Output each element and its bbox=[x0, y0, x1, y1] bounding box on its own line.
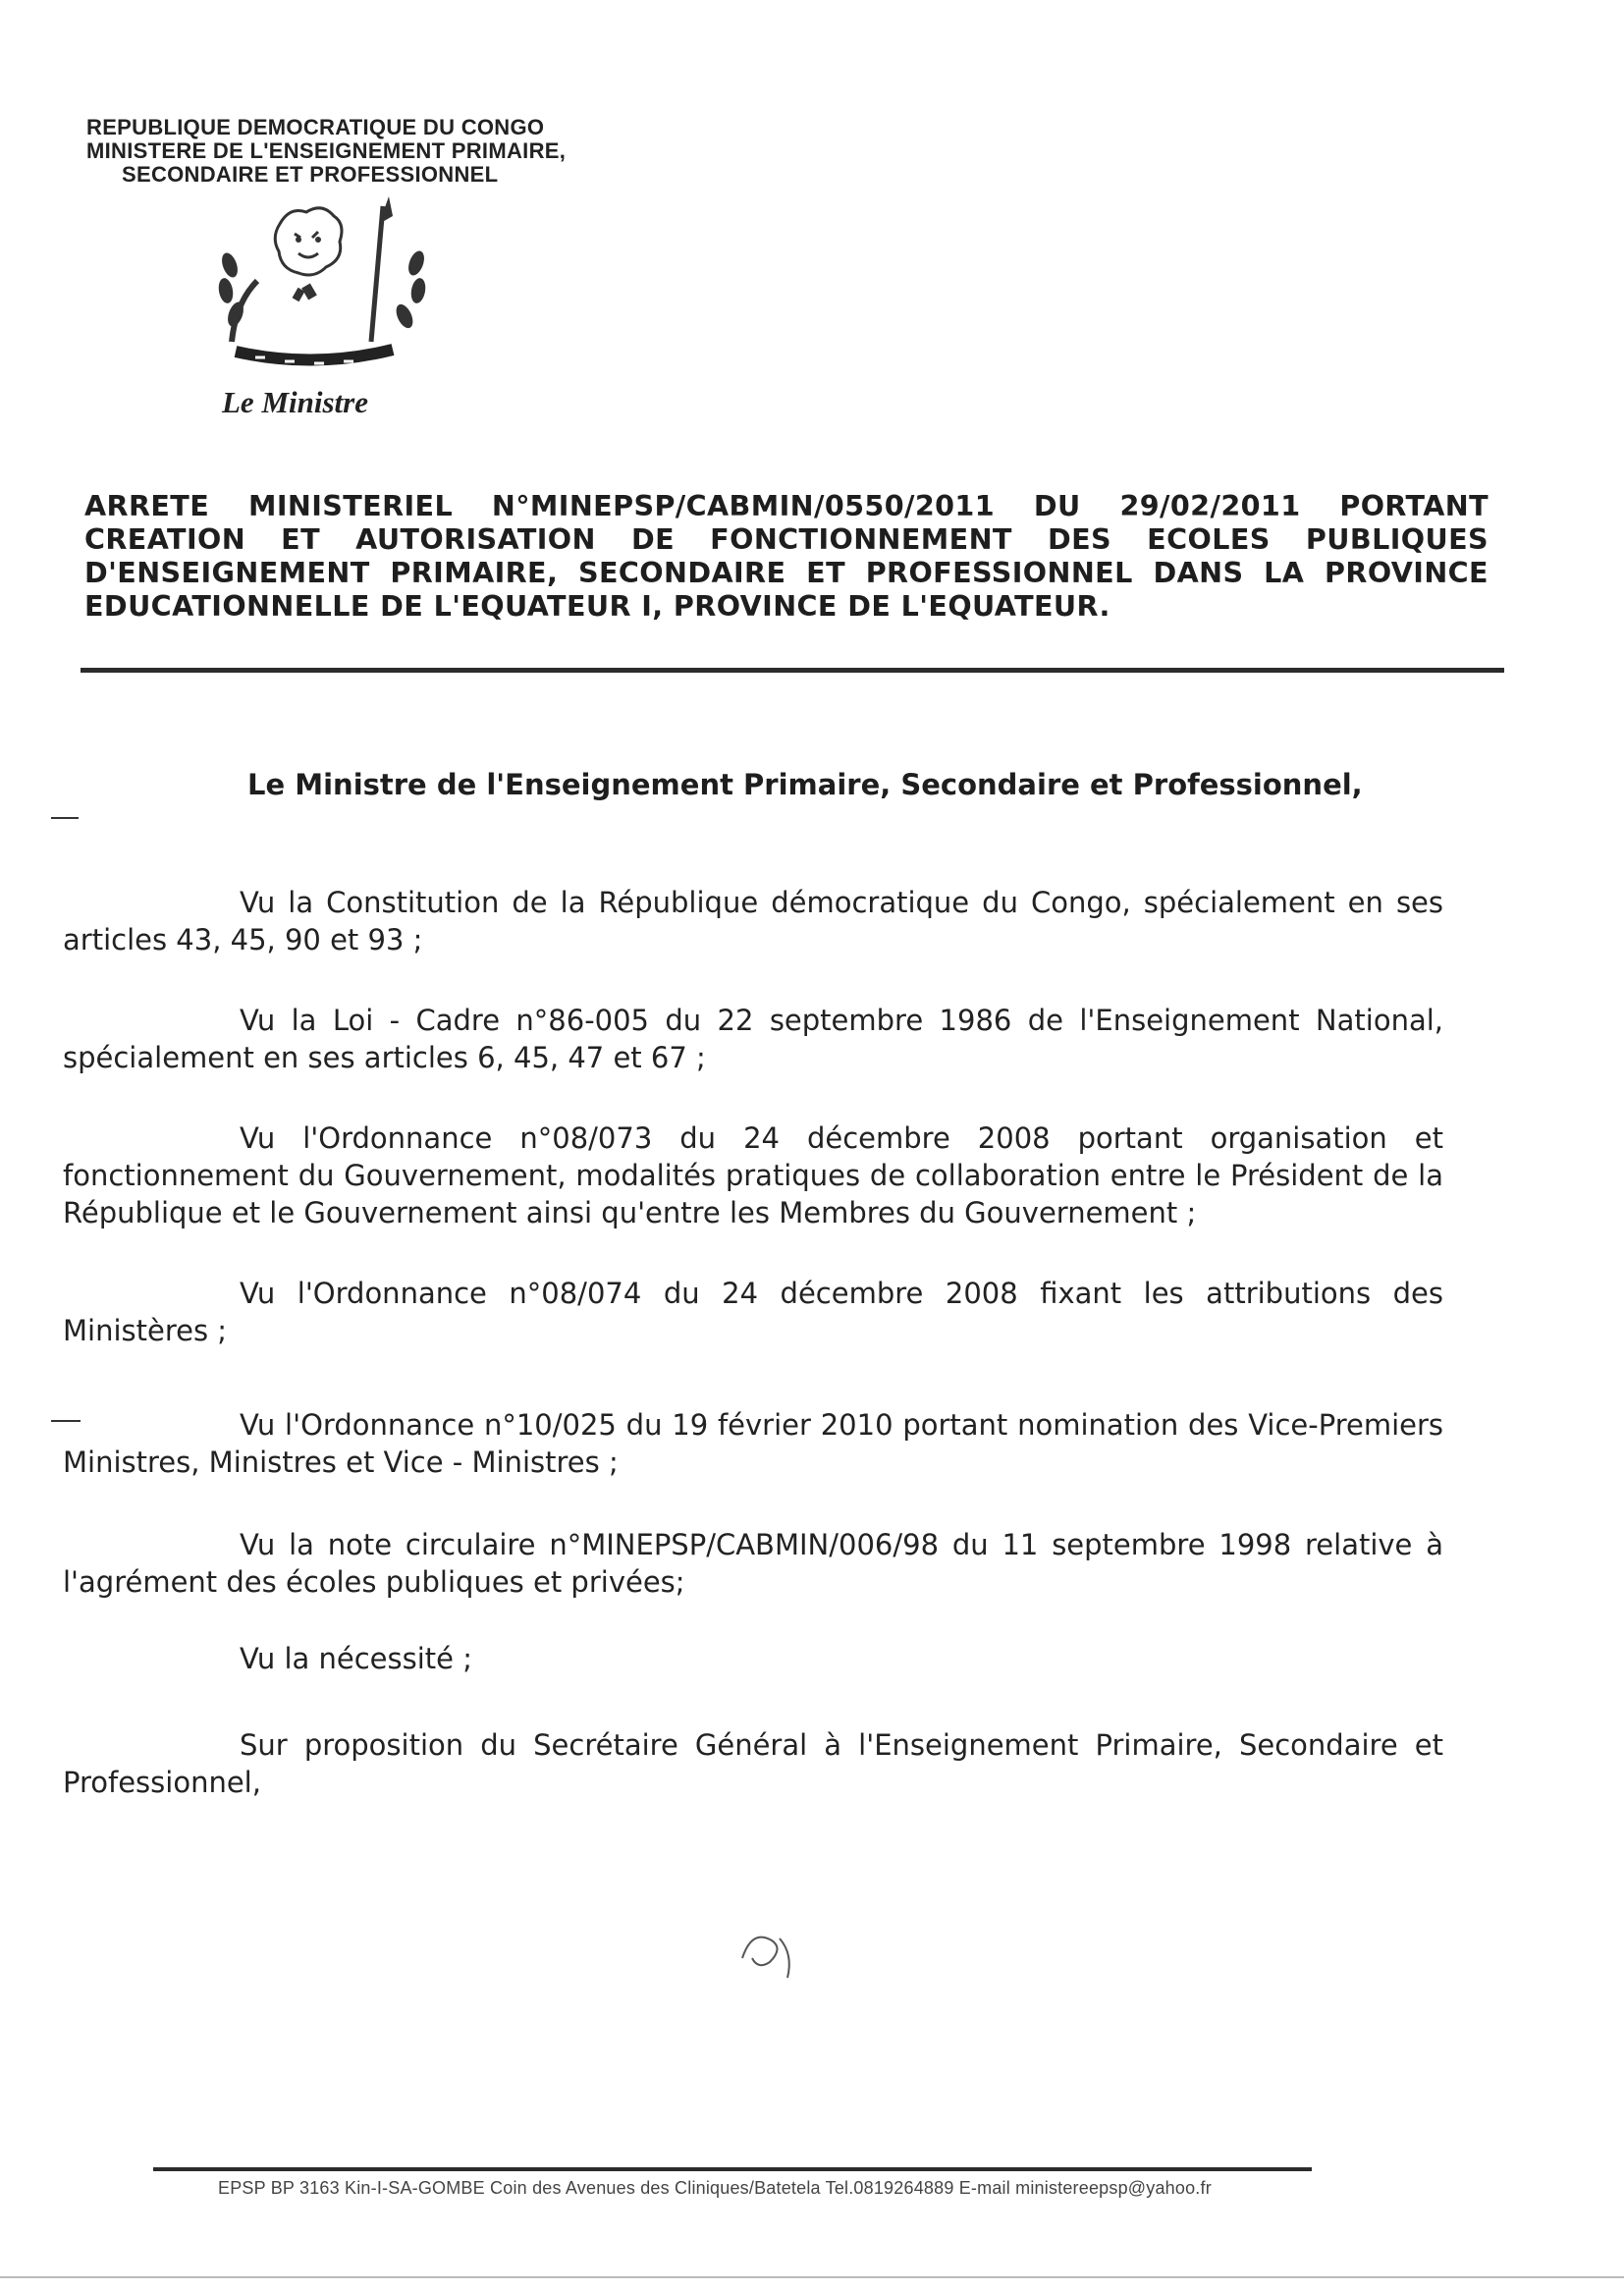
recital-paragraph: Vu l'Ordonnance n°08/074 du 24 décembre 2008 fixant les attributions des Ministères ; bbox=[63, 1277, 1443, 1347]
recital-paragraph: Vu la Constitution de la République démocratique du Congo, spécialement en ses articles 43, 45, 90 et 93 ; bbox=[63, 886, 1443, 956]
footer-rule bbox=[153, 2164, 1312, 2174]
letterhead bbox=[86, 116, 695, 187]
decree-title: ARRETE MINISTERIEL N°MINEPSP/CABMIN/0550/2011 DU 29/02/2011 PORTANT CREATION ET AUTORISATION DE FONCTIONNEMENT DES ECOLES PUBLIQUES D'ENSEIGNEMENT PRIMAIRE, SECONDAIRE ET PROFESSIONNEL DANS LA PROVINCE EDUCATIONNELLE DE L'EQUATEUR I, PROVINCE DE L'EQUATEUR. bbox=[84, 489, 1489, 623]
recital-paragraph: Vu l'Ordonnance n°10/025 du 19 février 2010 portant nomination des Vice-Premiers Ministres, Ministres et Vice - Ministres ; bbox=[63, 1408, 1443, 1479]
recital-paragraph: Vu la note circulaire n°MINEPSP/CABMIN/006/98 du 11 septembre 1998 relative à l'agrément des écoles publiques et privées; bbox=[63, 1528, 1443, 1599]
margin-mark bbox=[51, 817, 79, 819]
footer-address: EPSP BP 3163 Kin-I-SA-GOMBE Coin des Avenues des Cliniques/Batetela Tel.0819264889 E-mail ministereepsp@yahoo.fr bbox=[218, 2178, 1212, 2198]
recital-paragraph: Sur proposition du Secrétaire Général à l'Enseignement Primaire, Secondaire et Professionnel, bbox=[63, 1728, 1443, 1799]
minister-heading: Le Ministre de l'Enseignement Primaire, Secondaire et Professionnel, bbox=[247, 768, 1363, 801]
recital-paragraph: Vu la Loi - Cadre n°86-005 du 22 septembre 1986 de l'Enseignement National, spécialement en ses articles 6, 45, 47 et 67 ; bbox=[63, 1004, 1443, 1074]
country-name: REPUBLIQUE DEMOCRATIQUE DU CONGO bbox=[86, 115, 545, 139]
recital-paragraph: Vu l'Ordonnance n°08/073 du 24 décembre 2008 portant organisation et fonctionnement du Gouvernement, modalités pratiques de collaboration entre le Président de la République et le Gouvernement ainsi qu'entre les Membres du Gouvernement ; bbox=[63, 1121, 1443, 1229]
page-edge bbox=[0, 2276, 1624, 2278]
title-underline bbox=[81, 665, 1504, 677]
initials-mark bbox=[723, 1919, 811, 1988]
ministry-name-line2: SECONDAIRE ET PROFESSIONNEL bbox=[122, 162, 499, 187]
coat-of-arms-icon bbox=[196, 194, 452, 371]
recital-paragraph: Vu la nécessité ; bbox=[240, 1642, 472, 1675]
signatory-role: Le Ministre bbox=[222, 385, 368, 419]
ministry-name-line1: MINISTERE DE L'ENSEIGNEMENT PRIMAIRE, bbox=[86, 138, 567, 163]
